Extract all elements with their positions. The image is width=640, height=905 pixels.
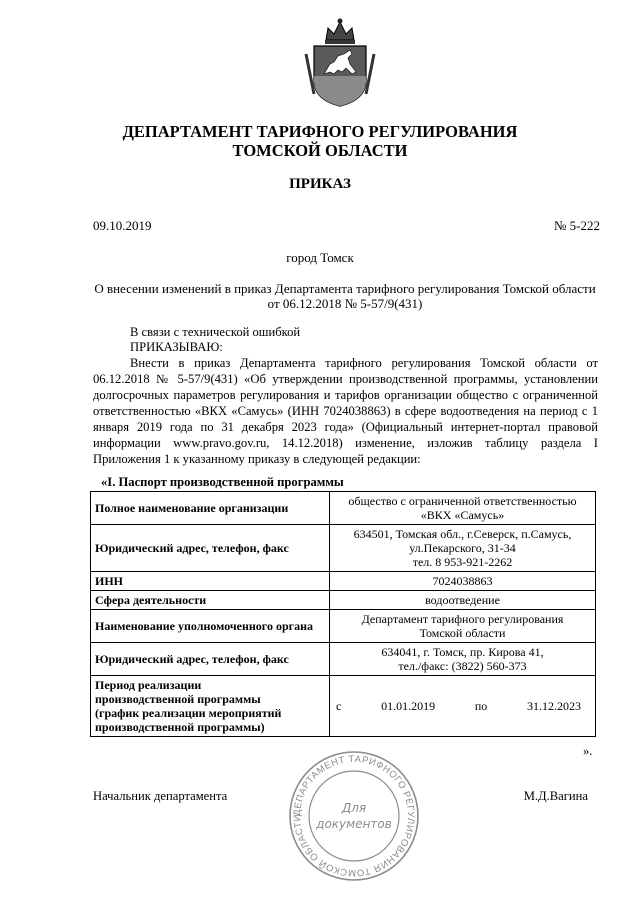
- value-line: тел./факс: (3822) 560-373: [398, 659, 527, 673]
- period-from-word: с: [336, 699, 342, 713]
- table-row: [91, 572, 596, 591]
- table-row: [91, 643, 596, 676]
- row-value: [330, 525, 596, 572]
- row-label: Юридический адрес, телефон, факс: [91, 643, 330, 676]
- period-from-date: 01.01.2019: [381, 699, 436, 713]
- document-date: 09.10.2019: [93, 218, 152, 233]
- main-order-text: Внести в приказ Департамента тарифного регулирования Томской области от 06.12.2018 № 5-57/9(431) «Об утверждении производственной программы, установлении долгосрочных параметров регулирования и тарифов организации общество с ограниченной ответственностью «ВКХ «Самусь» (ИНН 7024038863) в сфере водоотведения на период с 1 января 2019 года по 31 декабря 2023 года» (Официальный интернет-портал правовой информации www.pravo.gov.ru, 14.12.2018) изменение, изложив таблицу раздела I Приложения 1 к указанному приказу в следующей редакции:: [93, 356, 598, 466]
- value-line: тел. 8 953-921-2262: [412, 555, 513, 569]
- table-row: [91, 591, 596, 610]
- row-value: [330, 572, 596, 591]
- reason-text: В связи с технической ошибкой: [130, 325, 301, 339]
- document-city: город Томск: [286, 250, 354, 265]
- row-value: [330, 610, 596, 643]
- production-program-passport-table: [90, 491, 596, 737]
- row-label: [91, 676, 330, 737]
- official-stamp: [286, 748, 422, 884]
- stamp-center-line-2: документов: [316, 817, 392, 831]
- value-line: «ВКХ «Самусь»: [420, 508, 505, 522]
- row-label: Полное наименование организации: [91, 492, 330, 525]
- row-value: [330, 492, 596, 525]
- value-line: водоотведение: [425, 593, 500, 607]
- label-line: производственной программы): [95, 720, 265, 734]
- value-line: ул.Пекарского, 31-34: [409, 541, 516, 555]
- row-label: Юридический адрес, телефон, факс: [91, 525, 330, 572]
- org-line-2: ТОМСКОЙ ОБЛАСТИ: [232, 141, 408, 160]
- value-line: общество с ограниченной ответственностью: [348, 494, 577, 508]
- label-line: Период реализации: [95, 678, 202, 692]
- table-row-period: [91, 676, 596, 737]
- stamp-inner-ring: [309, 771, 399, 861]
- row-value: [330, 643, 596, 676]
- period-to-date: 31.12.2023: [527, 699, 581, 713]
- value-line: 634501, Томская обл., г.Северск, п.Самусь,: [353, 527, 572, 541]
- period-to-word: по: [474, 699, 488, 713]
- document-type: ПРИКАЗ: [289, 176, 351, 192]
- org-line-1: ДЕПАРТАМЕНТ ТАРИФНОГО РЕГУЛИРОВАНИЯ: [122, 122, 518, 141]
- label-line: производственной программы: [95, 692, 261, 706]
- subject-line-2: от 06.12.2018 № 5-57/9(431): [267, 296, 423, 311]
- table-row: [91, 610, 596, 643]
- organization-title: [0, 122, 640, 160]
- stamp-ring-text: ДЕПАРТАМЕНТ ТАРИФНОГО РЕГУЛИРОВАНИЯ ТОМСКОЙ ОБЛАСТИ: [291, 753, 417, 879]
- period-range: [334, 699, 591, 713]
- table-row: [91, 492, 596, 525]
- value-line: Томской области: [419, 626, 506, 640]
- signer-position: Начальник департамента: [93, 789, 228, 803]
- value-line: 634041, г. Томск, пр. Кирова 41,: [381, 645, 544, 659]
- order-word: ПРИКАЗЫВАЮ:: [130, 340, 223, 354]
- tomsk-region-coat-of-arms-icon: [300, 14, 380, 110]
- subject-line-1: О внесении изменений в приказ Департамента тарифного регулирования Томской области: [94, 281, 596, 296]
- label-line: (график реализации мероприятий: [95, 706, 282, 720]
- row-value: [330, 591, 596, 610]
- signer-name: М.Д.Вагина: [523, 789, 588, 803]
- row-label: Наименование уполномоченного органа: [91, 610, 330, 643]
- table-row: [91, 525, 596, 572]
- value-line: Департамент тарифного регулирования: [361, 612, 564, 626]
- stamp-center-line-1: Для: [341, 801, 367, 815]
- closing-quote: ».: [583, 744, 593, 758]
- value-line: 7024038863: [432, 574, 493, 588]
- table-caption: «I. Паспорт производственной программы: [101, 475, 344, 489]
- document-number: № 5-222: [554, 218, 600, 233]
- row-value: [330, 676, 596, 737]
- row-label: ИНН: [91, 572, 330, 591]
- row-label: Сфера деятельности: [91, 591, 330, 610]
- document-subject: [90, 281, 600, 311]
